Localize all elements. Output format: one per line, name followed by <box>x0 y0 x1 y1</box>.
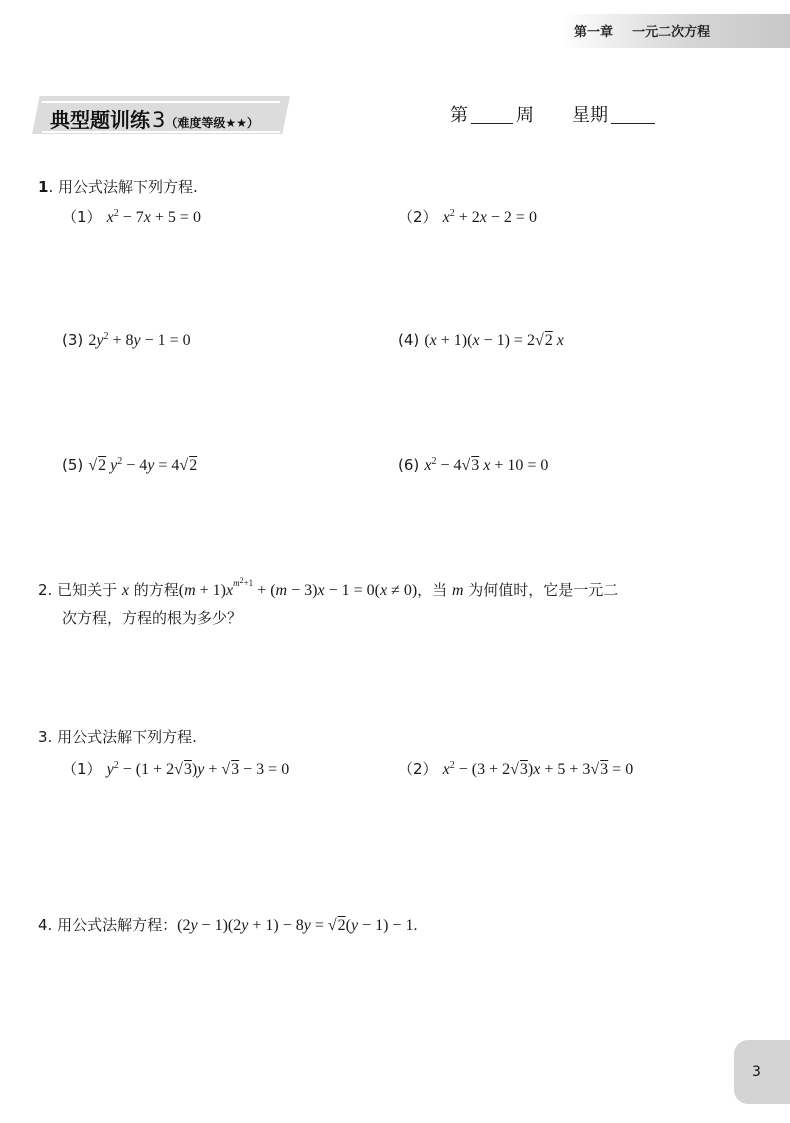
item-label: (3) <box>62 331 84 349</box>
item-label: （2） <box>398 208 438 226</box>
item-label: (5) <box>62 456 84 474</box>
item-equation: $y^2 - (1 + 2√3)y + √3 - 3 = 0$ <box>106 760 290 778</box>
question-prompt: 用公式法解下列方程. <box>57 728 197 746</box>
q1-item-2 <box>398 206 537 227</box>
question-2-line-1: 2. 已知关于 x 的方程$(m + 1)x^{m2+1} + (m - 3)x - 1 = 0(x \ne 0)$，当 m 为何值时，它是一元二 <box>38 576 619 599</box>
item-equation: $2y^2 + 8y - 1 = 0$ <box>88 331 191 349</box>
question-2-line-2 <box>62 607 242 628</box>
item-equation: $x^2 + 2x - 2 = 0$ <box>442 208 537 226</box>
item-label: (4) <box>398 331 420 349</box>
question-number: 2 <box>38 581 48 599</box>
q1-item-5 <box>62 455 197 475</box>
week-prefix: 第 <box>450 105 468 126</box>
question-1-prompt: 1. 用公式法解下列方程. <box>38 178 198 196</box>
item-equation: √2 $y^2 - 4y = 4√2$ <box>88 456 198 474</box>
question-number: 1 <box>38 178 49 196</box>
chapter-number: 第一章 <box>574 25 614 40</box>
week-blank[interactable] <box>471 105 513 124</box>
weekday-label: 星期 <box>572 105 608 126</box>
item-equation: $x^2 - 7x + 5 = 0$ <box>106 208 201 226</box>
question-equation: (2y − 1)(2y + 1) − 8y = √2(y − 1) − 1. <box>177 917 418 934</box>
item-label: （1） <box>62 208 102 226</box>
q1-item-3 <box>62 330 191 350</box>
question-3-prompt: 3. 用公式法解下列方程. <box>38 728 197 746</box>
item-equation: $x^2 - (3 + 2√3)x + 5 + 3√3 = 0$ <box>442 760 634 778</box>
item-equation: $x^2 - 4√3$ x + 10 = 0 <box>424 456 549 474</box>
page-number: 3 <box>752 1064 761 1080</box>
section-title-text: 典型题训练 <box>50 108 150 132</box>
item-label: （2） <box>398 760 438 778</box>
q1-item-6 <box>398 455 548 475</box>
q3-item-2 <box>398 758 633 779</box>
running-header <box>574 21 710 40</box>
difficulty-label: （难度等级 <box>165 116 226 130</box>
q3-item-1 <box>62 758 289 779</box>
week-suffix: 周 <box>516 105 534 126</box>
item-label: （1） <box>62 760 102 778</box>
q1-item-4 <box>398 330 564 350</box>
chapter-title: 一元二次方程 <box>632 25 711 40</box>
difficulty-close: ） <box>246 116 259 130</box>
question-text-continued: 次方程，方程的根为多少？ <box>62 609 243 627</box>
difficulty-stars: ★★ <box>225 116 247 130</box>
item-label: (6) <box>398 456 420 474</box>
item-equation: (x + 1)(x − 1) = 2√2 x <box>424 332 564 349</box>
page-number-tab <box>734 1040 790 1104</box>
question-number: 4 <box>38 916 48 934</box>
section-number: 3 <box>152 108 166 132</box>
q1-item-1 <box>62 206 201 227</box>
weekday-blank[interactable] <box>611 105 655 124</box>
question-4: 4. 用公式法解方程：(2y − 1)(2y + 1) − 8y = √2(y − 1) − 1. <box>38 916 418 934</box>
question-number: 3 <box>38 728 48 746</box>
question-prompt: 用公式法解下列方程. <box>57 178 198 196</box>
week-weekday-fill <box>450 101 655 127</box>
section-title <box>50 104 259 133</box>
question-prompt: 用公式法解方程： <box>57 916 178 934</box>
